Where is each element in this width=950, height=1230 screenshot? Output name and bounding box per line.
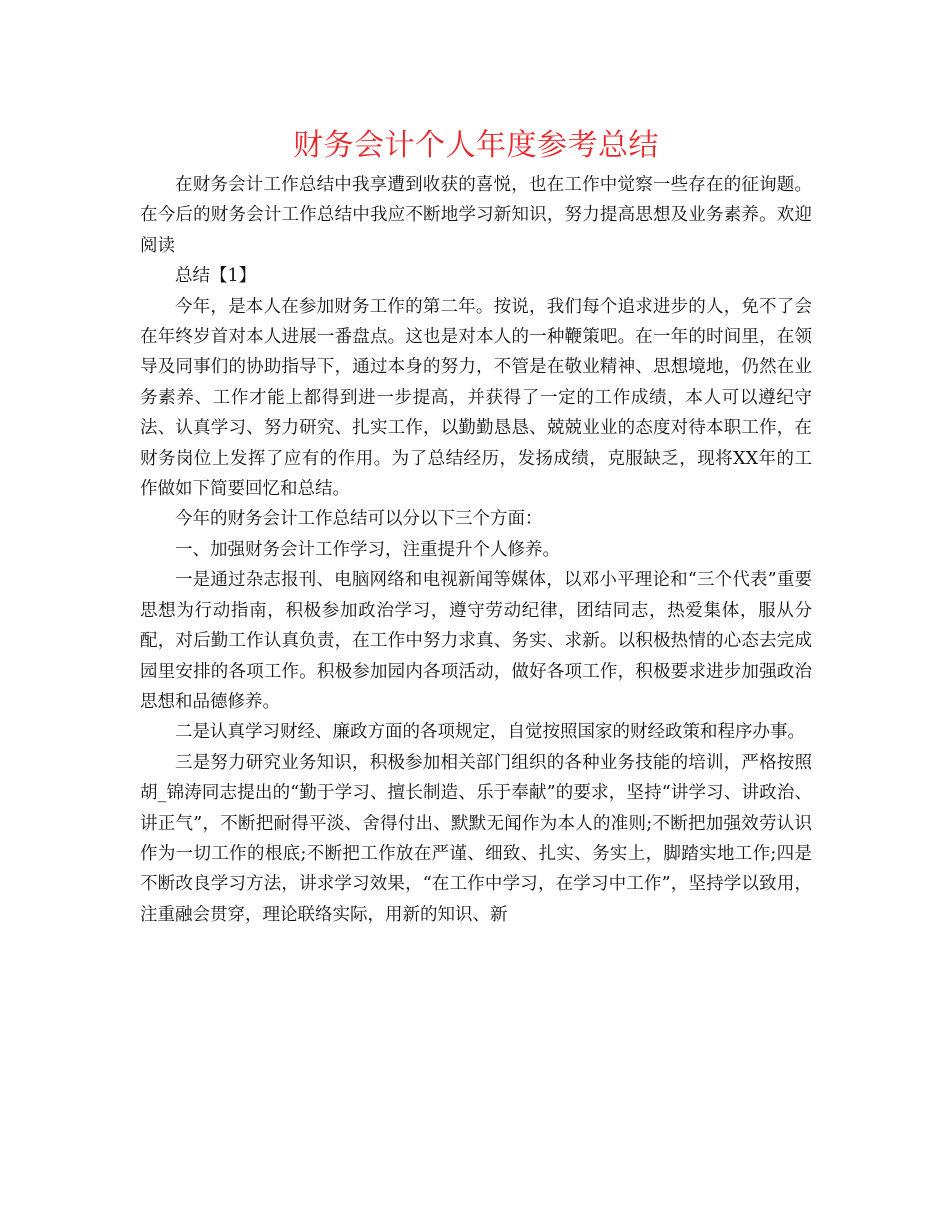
body-paragraph: 今年的财务会计工作总结可以分以下三个方面： <box>175 509 543 530</box>
section-heading-summary-1: 总结【1】 <box>175 266 257 287</box>
document-title: 财务会计个人年度参考总结 <box>293 128 659 163</box>
body-paragraph: 二是认真学习财经、廉政方面的各项规定，自觉按照国家的财经政策和程序办事。 <box>175 722 805 743</box>
document-page <box>140 124 812 930</box>
body-paragraph: 三是努力研究业务知识，积极参加相关部门组织的各种业务技能的培训，严格按照胡_锦涛同志提出的“勤于学习、擅长制造、乐于奉献”的要求，坚持“讲学习、讲政治、讲正气”，不断把耐得平淡、舍得付出、默默无闻作为本人的准则;不断把加强效劳认识作为一切工作的根底;不断把工作放在严谨、细致、扎实、务实上，脚踏实地工作;四是不断改良学习方法，讲求学习效果，“在工作中学习，在学习中工作”，坚持学以致用，注重融会贯穿，理论联络实际，用新的知识、新 <box>140 752 812 925</box>
body-paragraph: 一是通过杂志报刊、电脑网络和电视新闻等媒体，以邓小平理论和“三个代表”重要思想为行动指南，积极参加政治学习，遵守劳动纪律，团结同志，热爱集体，服从分配，对后勤工作认真负责，在工作中努力求真、务实、求新。以积极热情的心态去完成园里安排的各项工作。积极参加园内各项活动，做好各项工作，积极要求进步加强政治思想和品德修养。 <box>140 570 812 712</box>
section-heading: 一、加强财务会计工作学习，注重提升个人修养。 <box>175 539 560 560</box>
body-paragraph: 今年，是本人在参加财务工作的第二年。按说，我们每个追求进步的人，免不了会在年终岁首对本人进展一番盘点。这也是对本人的一种鞭策吧。在一年的时间里，在领导及同事们的协助指导下，通过本身的努力，不管是在敬业精神、思想境地，仍然在业务素养、工作才能上都得到进一步提高，并获得了一定的工作成绩，本人可以遵纪守法、认真学习、努力研究、扎实工作，以勤勤恳恳、兢兢业业的态度对待本职工作，在财务岗位上发挥了应有的作用。为了总结经历，发扬成绩，克服缺乏，现将XX年的工作做如下简要回忆和总结。 <box>140 296 812 500</box>
intro-paragraph: 在财务会计工作总结中我享遭到收获的喜悦，也在工作中觉察一些存在的征询题。在今后的财务会计工作总结中我应不断地学习新知识，努力提高思想及业务素养。欢迎阅读 <box>140 175 812 256</box>
